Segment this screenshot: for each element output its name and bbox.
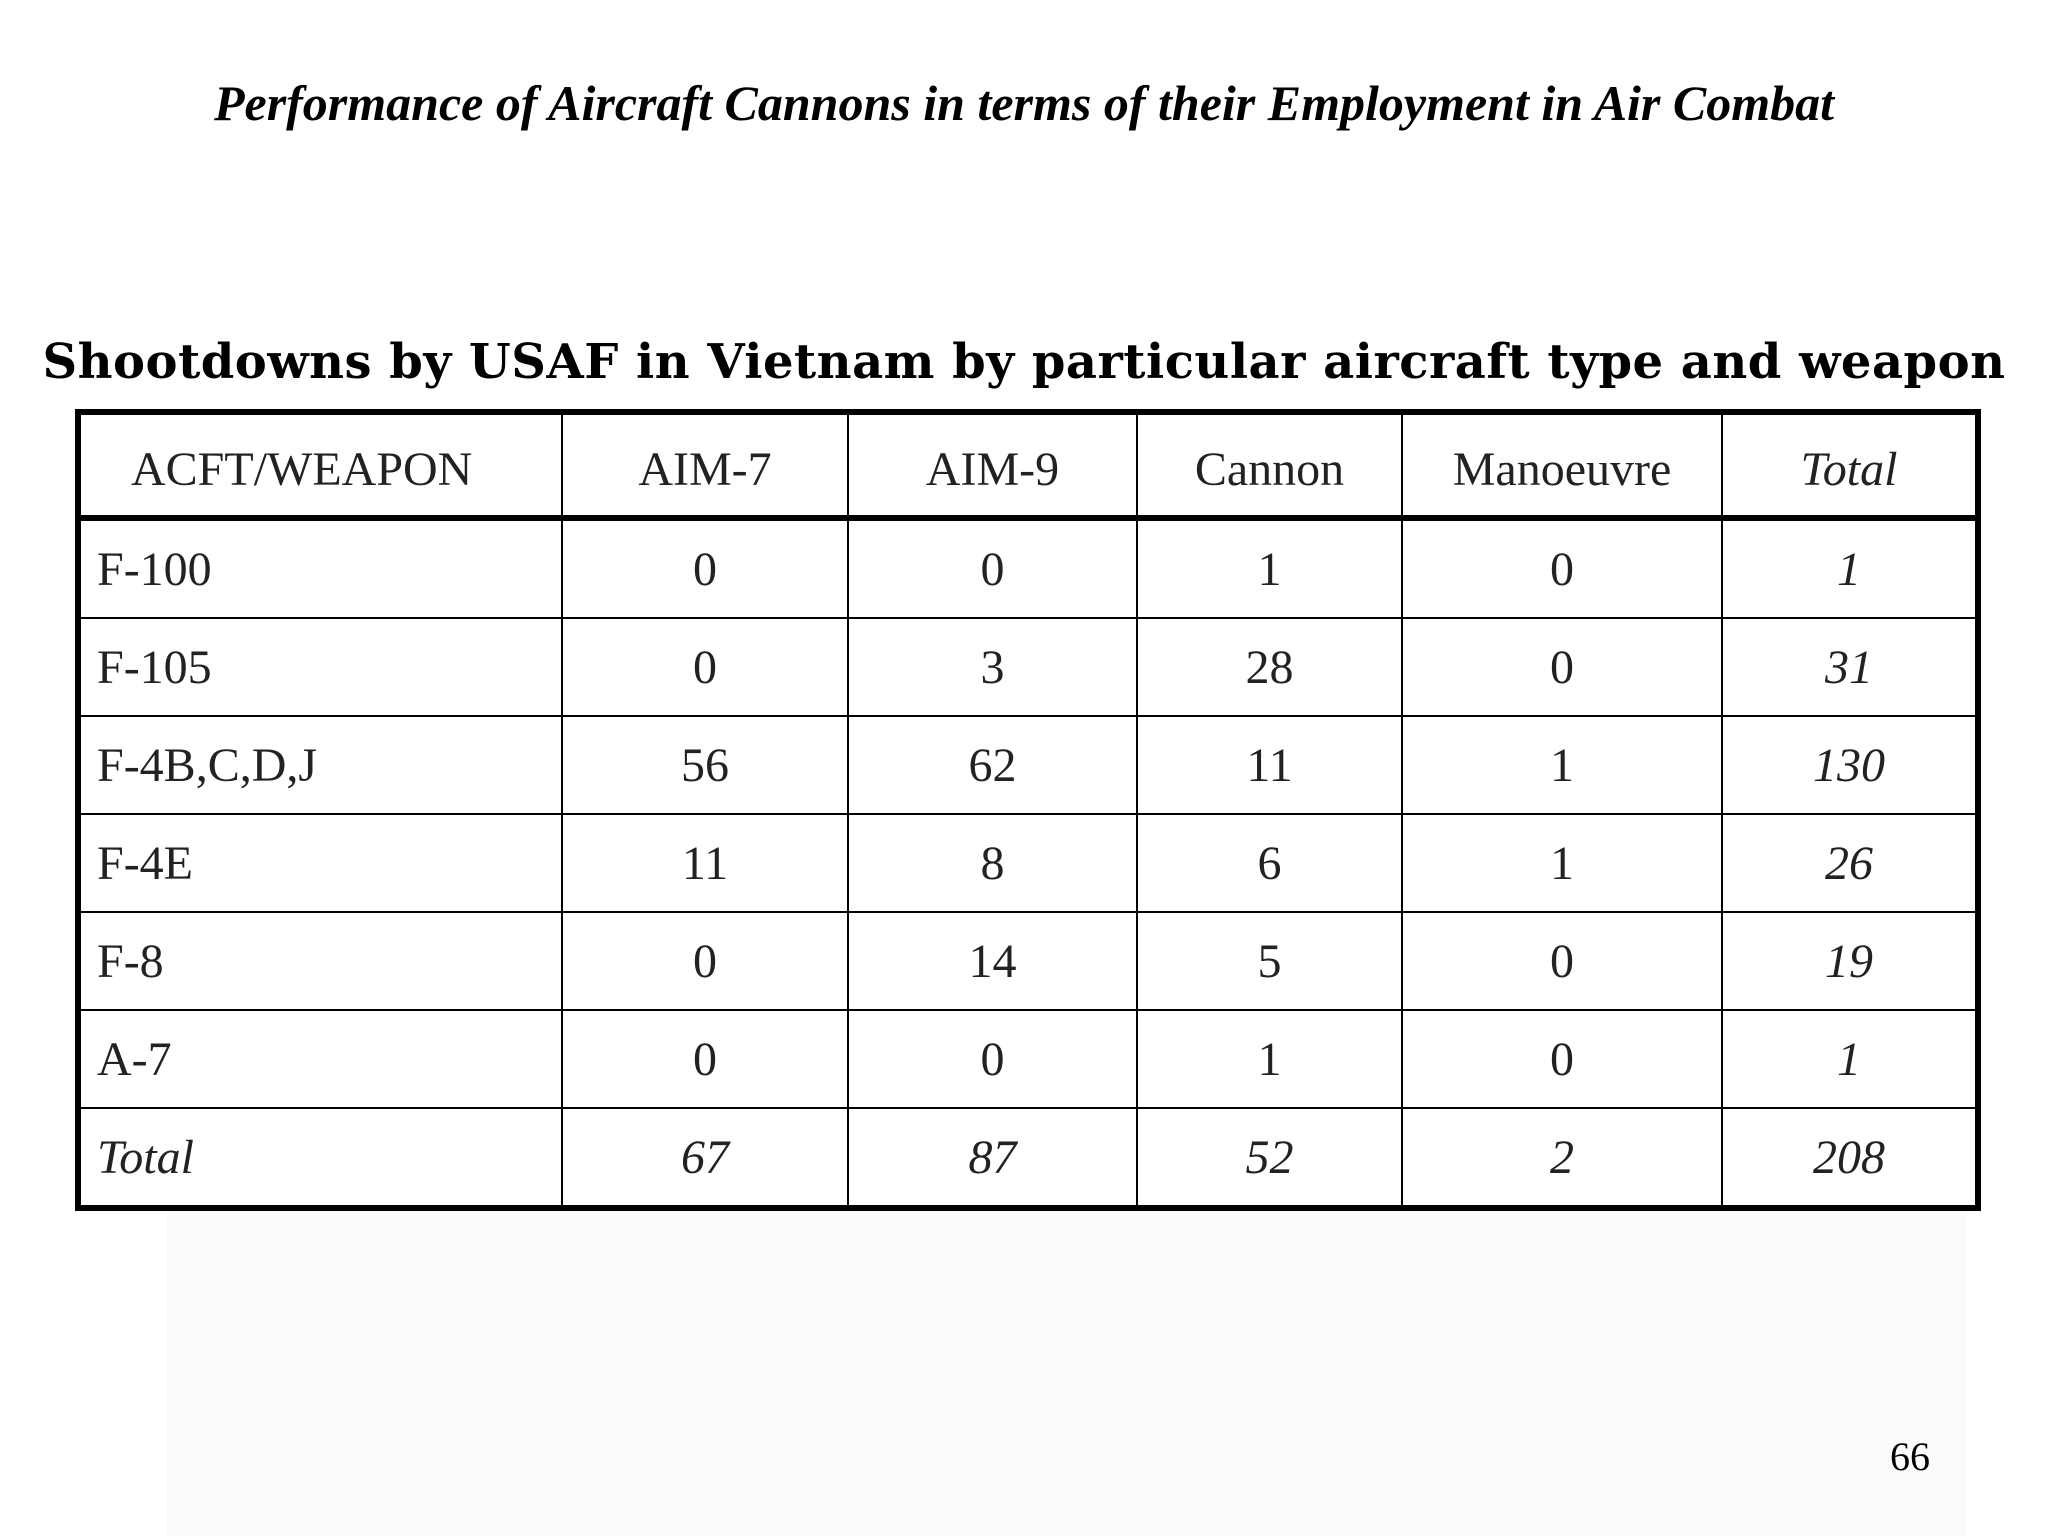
table-caption: Shootdowns by USAF in Vietnam by particular aircraft type and weapon (42, 334, 2006, 390)
cell-manoeuvre: 0 (1402, 1010, 1722, 1108)
table-total-row (78, 1108, 1978, 1208)
header-acft-weapon: ACFT/WEAPON (78, 412, 562, 518)
cell-cannon: 28 (1137, 618, 1402, 716)
cell-manoeuvre: 1 (1402, 814, 1722, 912)
shootdowns-table (75, 409, 1981, 1211)
total-aim-7: 67 (562, 1108, 848, 1208)
table-row (78, 814, 1978, 912)
table-row (78, 518, 1978, 618)
slide-title: Performance of Aircraft Cannons in terms of their Employment in Air Combat (213, 75, 1835, 131)
cell-manoeuvre: 0 (1402, 912, 1722, 1010)
table-row (78, 618, 1978, 716)
header-cannon: Cannon (1137, 412, 1402, 518)
header-manoeuvre: Manoeuvre (1402, 412, 1722, 518)
cell-total: 26 (1722, 814, 1978, 912)
cell-cannon: 1 (1137, 1010, 1402, 1108)
cell-cannon: 6 (1137, 814, 1402, 912)
cell-aim-9: 62 (848, 716, 1137, 814)
cell-cannon: 5 (1137, 912, 1402, 1010)
total-row-label: Total (78, 1108, 562, 1208)
cell-manoeuvre: 0 (1402, 618, 1722, 716)
cell-aim-9: 3 (848, 618, 1137, 716)
cell-cannon: 1 (1137, 518, 1402, 618)
cell-aim-7: 0 (562, 618, 848, 716)
cell-total: 31 (1722, 618, 1978, 716)
cell-total: 1 (1722, 518, 1978, 618)
cell-aim-9: 0 (848, 1010, 1137, 1108)
header-total: Total (1722, 412, 1978, 518)
cell-aim-7: 0 (562, 912, 848, 1010)
page-number: 66 (1890, 1434, 1930, 1479)
row-label: F-4E (78, 814, 562, 912)
cell-aim-9: 14 (848, 912, 1137, 1010)
cell-aim-9: 0 (848, 518, 1137, 618)
total-aim-9: 87 (848, 1108, 1137, 1208)
table-row (78, 912, 1978, 1010)
cell-aim-7: 56 (562, 716, 848, 814)
table-row (78, 716, 1978, 814)
header-aim-7: AIM-7 (562, 412, 848, 518)
cell-cannon: 11 (1137, 716, 1402, 814)
cell-aim-7: 11 (562, 814, 848, 912)
cell-aim-7: 0 (562, 1010, 848, 1108)
row-label: F-4B,C,D,J (78, 716, 562, 814)
row-label: F-105 (78, 618, 562, 716)
table-row (78, 1010, 1978, 1108)
cell-total: 130 (1722, 716, 1978, 814)
grand-total: 208 (1722, 1108, 1978, 1208)
row-label: F-100 (78, 518, 562, 618)
background-panel (167, 1200, 1967, 1536)
table-header-row (78, 412, 1978, 518)
cell-manoeuvre: 1 (1402, 716, 1722, 814)
cell-aim-7: 0 (562, 518, 848, 618)
header-aim-9: AIM-9 (848, 412, 1137, 518)
row-label: A-7 (78, 1010, 562, 1108)
row-label: F-8 (78, 912, 562, 1010)
cell-total: 19 (1722, 912, 1978, 1010)
total-cannon: 52 (1137, 1108, 1402, 1208)
cell-aim-9: 8 (848, 814, 1137, 912)
total-manoeuvre: 2 (1402, 1108, 1722, 1208)
cell-total: 1 (1722, 1010, 1978, 1108)
cell-manoeuvre: 0 (1402, 518, 1722, 618)
